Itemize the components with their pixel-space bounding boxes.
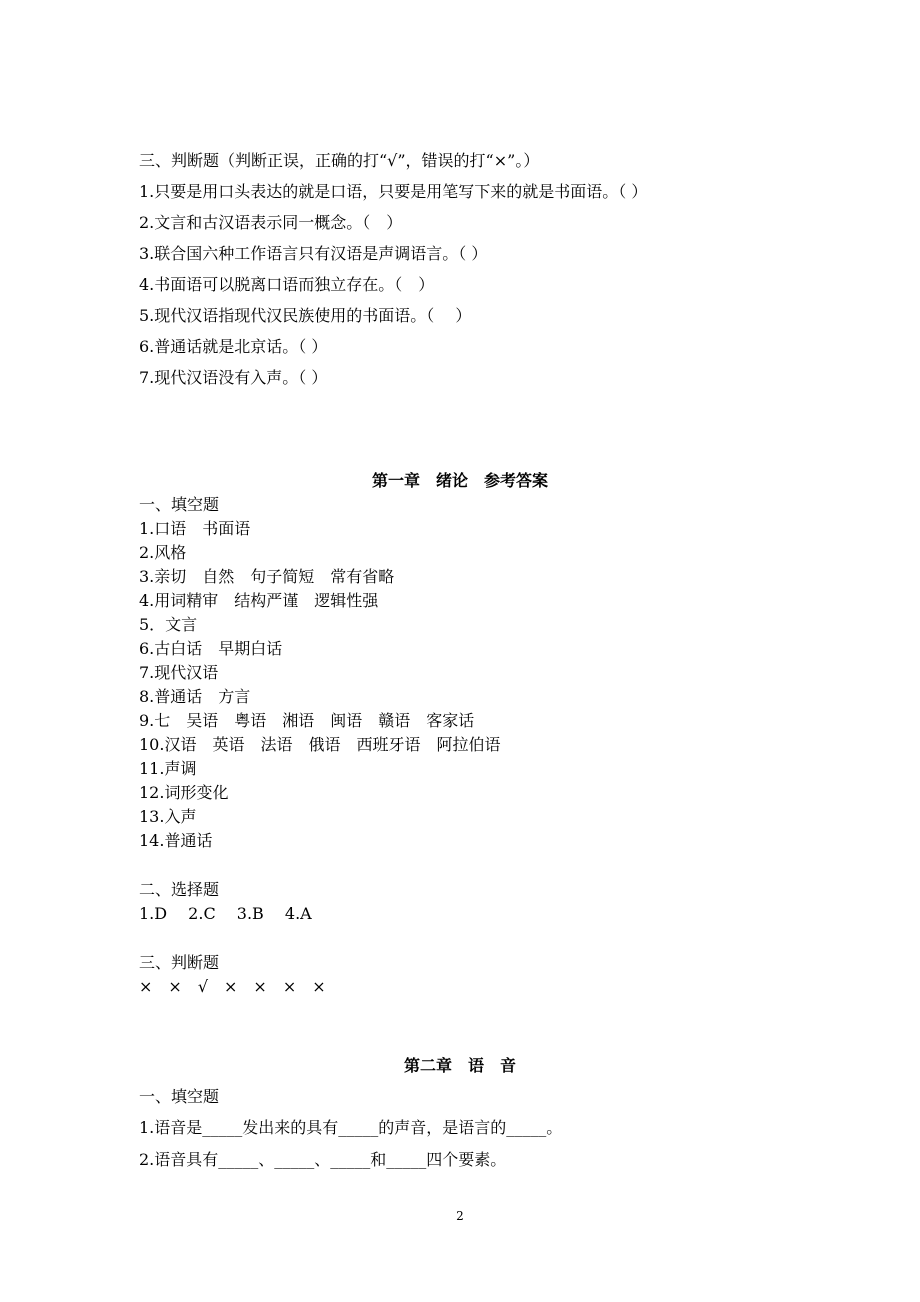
ch1-fill-answer-3: 3.亲切 自然 句子简短 常有省略 [139, 567, 395, 586]
page-number: 2 [456, 1209, 464, 1223]
judge-item-3: 3.联合国六种工作语言只有汉语是声调语言。（ ） [139, 244, 488, 263]
ch1-choice-answers: 1.D 2.C 3.B 4.A [139, 904, 312, 923]
ch1-choice-heading: 二、选择题 [139, 880, 220, 899]
ch1-judge-heading: 三、判断题 [139, 953, 220, 972]
ch1-fill-answer-2: 2.风格 [139, 543, 187, 562]
judge-section-heading: 三、判断题（判断正误，正确的打“√”，错误的打“×”。） [139, 151, 540, 170]
ch1-fill-answer-14: 14.普通话 [139, 831, 213, 850]
chapter1-answers-title: 第一章 绪论 参考答案 [371, 471, 548, 490]
judge-item-2: 2.文言和古汉语表示同一概念。（ ） [139, 213, 403, 232]
ch2-fill-item-2: 2.语音具有_____、_____、_____和_____四个要素。 [139, 1150, 507, 1169]
ch1-fill-answer-1: 1.口语 书面语 [139, 519, 251, 538]
ch1-fill-answer-10: 10.汉语 英语 法语 俄语 西班牙语 阿拉伯语 [139, 735, 501, 754]
ch1-fill-answer-12: 12.词形变化 [139, 783, 229, 802]
ch1-fill-answer-11: 11.声调 [139, 759, 197, 778]
judge-item-6: 6.普通话就是北京话。（ ） [139, 337, 328, 356]
ch1-fill-heading: 一、填空题 [139, 495, 220, 514]
judge-item-1: 1.只要是用口头表达的就是口语，只要是用笔写下来的就是书面语。（ ） [139, 182, 648, 201]
ch2-fill-item-1: 1.语音是_____发出来的具有_____的声音，是语言的_____。 [139, 1118, 563, 1137]
ch1-fill-answer-13: 13.入声 [139, 807, 197, 826]
ch1-judge-answers: × × √ × × × × [139, 977, 326, 996]
ch1-fill-answer-5: 5．文言 [139, 615, 198, 634]
judge-item-7: 7.现代汉语没有入声。（ ） [139, 368, 328, 387]
ch1-fill-answer-7: 7.现代汉语 [139, 663, 219, 682]
judge-item-4: 4.书面语可以脱离口语而独立存在。（ ） [139, 275, 435, 294]
chapter2-title: 第二章 语 音 [403, 1056, 516, 1075]
judge-item-5: 5.现代汉语指现代汉民族使用的书面语。（ ） [139, 306, 472, 325]
ch1-fill-answer-8: 8.普通话 方言 [139, 687, 251, 706]
ch1-fill-answer-9: 9.七 吴语 粤语 湘语 闽语 赣语 客家话 [139, 711, 475, 730]
ch1-fill-answer-6: 6.古白话 早期白话 [139, 639, 283, 658]
ch2-fill-heading: 一、填空题 [139, 1087, 220, 1106]
ch1-fill-answer-4: 4.用词精审 结构严谨 逻辑性强 [139, 591, 379, 610]
